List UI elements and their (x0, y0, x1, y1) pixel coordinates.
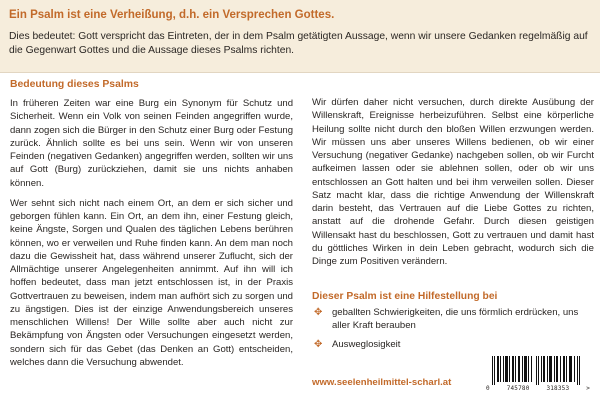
right-column (312, 96, 594, 268)
barcode-bars-icon (486, 356, 590, 385)
barcode-digit-group: 0 (486, 385, 490, 392)
help-item-text: geballten Schwierigkeiten, die uns förmlich erdrücken, uns aller Kraft berauben (332, 307, 579, 332)
meaning-paragraph-1: In früheren Zeiten war eine Burg ein Synonym für Schutz und Sicherheit. Wenn ein Volk von seinen Feinden angegriffen wurde, dann zogen sich die Bürger in den Schutz einer Burg oder Festung zurück. Ähnlich sollte es bei uns sein. Wenn wir von unseren Feinden (negativen Gedanken) angegriffen werden, sollten wir uns auf Gott (Burg) zurückziehen, damit sie uns nichts anhaben können. (10, 98, 293, 189)
barcode-digit-group: > (586, 385, 590, 392)
left-column (10, 79, 293, 369)
ornament-bullet-icon: ✥ (314, 307, 323, 318)
banner-text: Dies bedeutet: Gott verspricht das Eintreten, der in dem Psalm getätigten Aussage, wenn wir unsere Gedanken regelmäßig auf die Gegenwart Gottes und die Aussage dieses Psalms richten. (9, 31, 588, 56)
meaning-title: Bedeutung dieses Psalms (10, 79, 139, 90)
barcode-digits (486, 385, 590, 392)
website-link[interactable]: www.seelenheilmittel-scharl.at (312, 377, 452, 388)
ornament-bullet-icon: ✥ (314, 338, 323, 350)
meaning-paragraph-2: Wer sehnt sich nicht nach einem Ort, an dem er sich sicher und geborgen fühlen kann. Ein Ort, an dem ihn, einer Festung gleich, keine Ängste, Sorgen und Qualen des täglichen Lebens berühren können, wo er verweilen und Ruhe finden kann. An dem man noch dazu die Gewissheit hat, dass während unserer Zuflucht, sich der Allmächtige unserer Angelegenheiten annimmt. Auf ihn will ich hoffen bedeutet, dass man jetzt entschlossen ist, in der Praxis Gottvertrauen zu beweisen, indem man aufhört sich zu sorgen und zu ängstigen. Dies ist der einzige Anwendungsbereich unseres menschlichen Willens! Der Wille sollte aber auch nicht zur Bekämpfung von Ängsten oder Versuchungen eingesetzt werden, sondern sich für das Gebet (das Denken an Gott) entscheiden, welches dann die Versuchung abwendet. (10, 197, 293, 368)
help-list-item (312, 306, 594, 333)
banner-heading: Ein Psalm ist eine Verheißung, d.h. ein Versprechen Gottes. (9, 9, 335, 21)
banner-divider (0, 72, 600, 73)
will-paragraph: Wir dürfen daher nicht versuchen, durch direkte Ausübung der Willenskraft, Ereignisse herbeizuführen. Selbst eine körperliche Heilung sollte nicht durch den bloßen Willen erzwungen werden. Wir müssen uns aber unseres Willens bedienen, ob wir einer Versuchung (negativer Gedanke) nachgeben sollen, ob wir Furcht aufkeimen lassen oder sie ablehnen sollen, oder ob wir uns entschlossen an Gott halten und bei ihm verweilen sollen. Dieser Satz macht klar, dass die richtige Anwendung der Willenskraft darin besteht, das Vertrauen auf die Liebe Gottes zu richten, anstatt auf die drohende Gefahr. Durch diesen geistigen Willensakt hast du beschlossen, Gott zu vertrauen und damit hast du göttliches Wirken in dein Leben gebracht, wodurch sich die Dinge zum Positiven verändern. (312, 97, 594, 267)
help-list (312, 306, 594, 356)
intro-banner (0, 0, 600, 72)
help-list-item (312, 338, 594, 351)
barcode-digit-group: 745780 (506, 385, 530, 392)
barcode-digit-group: 318353 (546, 385, 570, 392)
help-item-text: Ausweglosigkeit (332, 338, 401, 350)
help-title: Dieser Psalm ist eine Hilfestellung bei (312, 291, 498, 302)
barcode (486, 356, 590, 394)
